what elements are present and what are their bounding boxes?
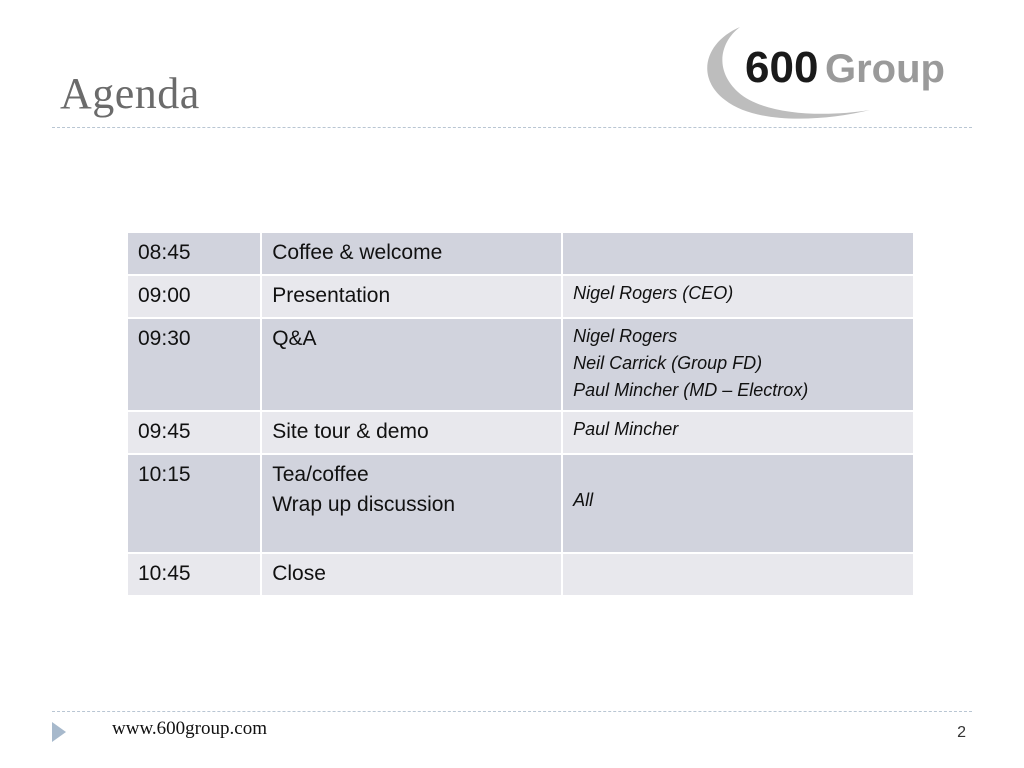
speaker-line: Nigel Rogers (CEO) bbox=[573, 283, 734, 303]
time-cell: 09:00 bbox=[127, 275, 261, 318]
speaker-line: Neil Carrick (Group FD) bbox=[573, 353, 763, 373]
agenda-row bbox=[127, 232, 914, 275]
item-cell bbox=[261, 318, 562, 411]
time-cell: 10:15 bbox=[127, 454, 261, 553]
speaker-cell bbox=[562, 553, 914, 596]
item-line: Wrap up discussion bbox=[272, 493, 456, 516]
triangle-bullet-icon bbox=[52, 722, 66, 742]
item-line: Presentation bbox=[272, 284, 391, 307]
footer-url: www.600group.com bbox=[112, 718, 267, 739]
speaker-cell bbox=[562, 454, 914, 553]
item-cell bbox=[261, 232, 562, 275]
item-cell bbox=[261, 553, 562, 596]
item-cell bbox=[261, 454, 562, 553]
agenda-row bbox=[127, 318, 914, 411]
logo-word: Group bbox=[825, 47, 945, 91]
item-line: Q&A bbox=[272, 327, 317, 350]
agenda-row bbox=[127, 454, 914, 553]
item-line: Tea/coffee bbox=[272, 463, 369, 486]
item-cell bbox=[261, 275, 562, 318]
speaker-line: Paul Mincher bbox=[573, 419, 679, 439]
item-cell bbox=[261, 411, 562, 454]
page-number: 2 bbox=[957, 724, 966, 741]
agenda-row bbox=[127, 411, 914, 454]
item-line: Coffee & welcome bbox=[272, 241, 443, 264]
speaker-cell bbox=[562, 275, 914, 318]
company-logo bbox=[700, 22, 950, 122]
agenda-table bbox=[126, 231, 915, 597]
speaker-cell bbox=[562, 411, 914, 454]
time-cell: 08:45 bbox=[127, 232, 261, 275]
time-cell: 10:45 bbox=[127, 553, 261, 596]
agenda-row bbox=[127, 275, 914, 318]
item-line: Close bbox=[272, 562, 326, 585]
speaker-cell bbox=[562, 318, 914, 411]
speaker-line: Nigel Rogers bbox=[573, 326, 678, 346]
slide-title: Agenda bbox=[60, 69, 200, 118]
agenda-row bbox=[127, 553, 914, 596]
time-cell: 09:45 bbox=[127, 411, 261, 454]
logo-number: 600 bbox=[745, 43, 819, 92]
time-cell: 09:30 bbox=[127, 318, 261, 411]
speaker-line: Paul Mincher (MD – Electrox) bbox=[573, 380, 809, 400]
footer-divider bbox=[52, 711, 972, 712]
item-line: Site tour & demo bbox=[272, 420, 429, 443]
speaker-line: All bbox=[573, 490, 594, 510]
title-divider bbox=[52, 127, 972, 128]
speaker-cell bbox=[562, 232, 914, 275]
